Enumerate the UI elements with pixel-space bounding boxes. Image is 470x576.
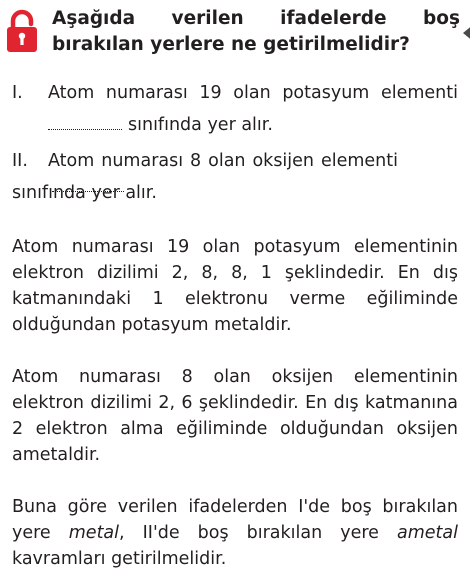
answer-blank: [48, 115, 122, 130]
statement-numeral: II.: [12, 151, 28, 171]
question-prompt: Aşağıda verilen ifadelerde boş bırakılan yerlere ne getirilmelidir?: [52, 8, 460, 55]
statement-numeral: I.: [12, 83, 23, 103]
conclusion-paragraph: Buna göre verilen ifadelerden I'de boş bırakılan yere metal, II'de boş bırakılan yere ametal kavramları getirilmelidir.: [12, 497, 458, 569]
statement-text: Atom numarası 19 olan potasyum elementi: [48, 83, 458, 103]
statement-continuation: sınıfında yer alır.: [12, 183, 157, 203]
statement-2: [12, 148, 458, 208]
statement-text: Atom numarası 8 olan oksijen elementi: [48, 148, 398, 200]
page-corner-mark: [460, 24, 470, 42]
statement-continuation: sınıfında yer alır.: [48, 112, 273, 138]
explanation-paragraph-1: Atom numarası 19 olan potasyum elementinin elektron dizilimi 2, 8, 8, 1 şeklindedir. En dış katmanındaki 1 elektronu verme eğiliminde olduğundan potasyum metaldir.: [12, 237, 458, 335]
answer-metal: metal: [68, 523, 120, 543]
padlock-icon: [4, 8, 40, 54]
statement-1: [12, 80, 458, 140]
explanation-paragraph-2: Atom numarası 8 olan oksijen elementinin elektron dizilimi 2, 6 şeklindedir. En dış katmanına 2 elektron alma eğiliminde olduğundan oksijen ametaldir.: [12, 367, 458, 465]
answer-ametal: ametal: [397, 523, 458, 543]
